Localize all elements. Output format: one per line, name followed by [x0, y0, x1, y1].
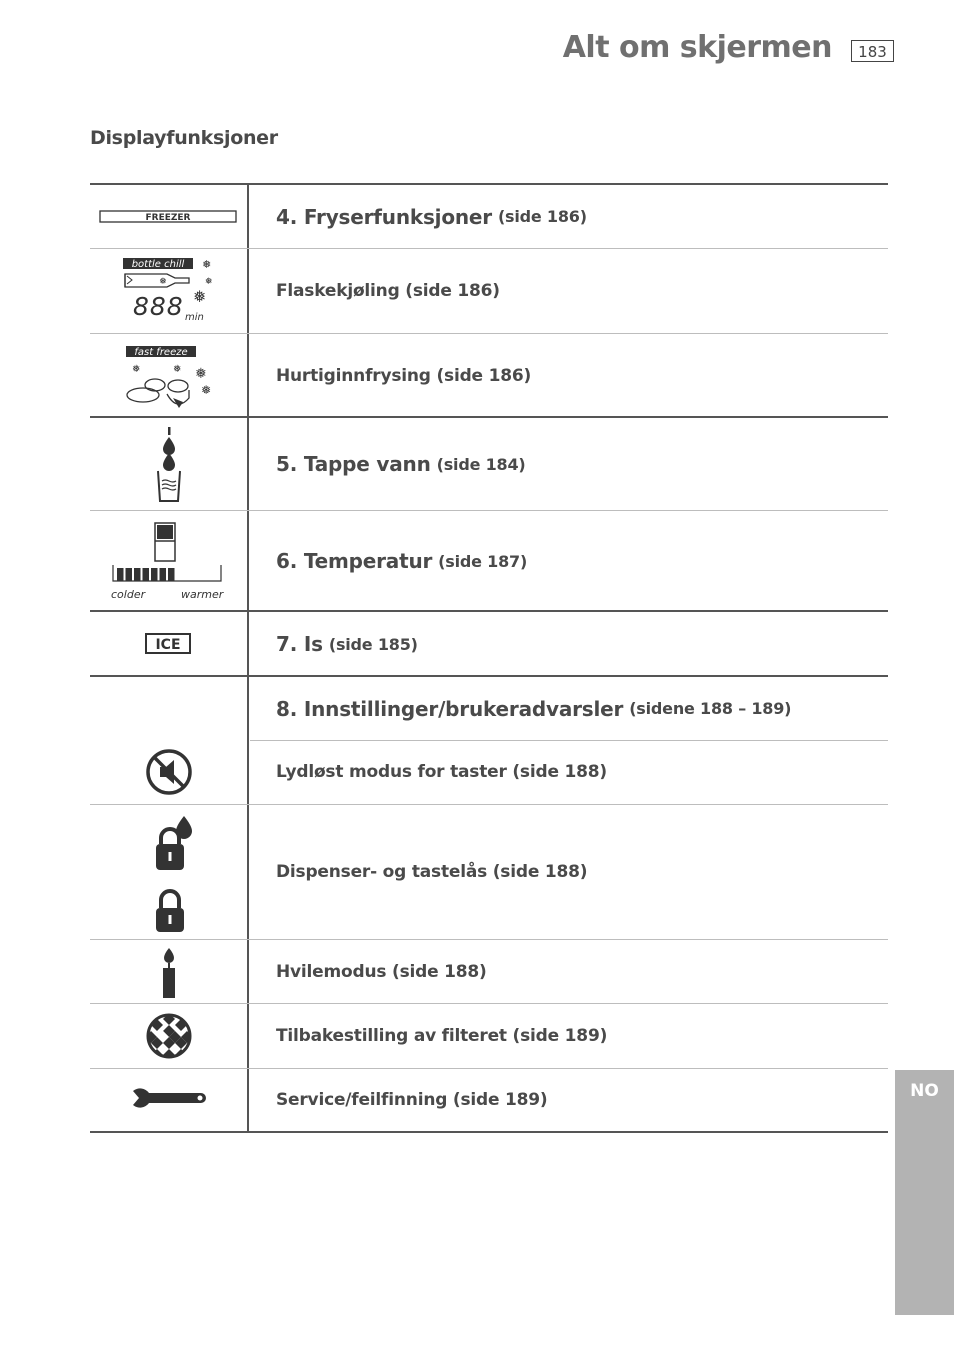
- language-tab: [895, 1070, 954, 1315]
- candle-icon: [154, 944, 184, 1000]
- row-label: [276, 612, 418, 676]
- icon-cell: [90, 612, 249, 676]
- table-row: [90, 1003, 888, 1068]
- table-row: [90, 248, 888, 333]
- table-row: [90, 510, 888, 611]
- svg-text:❅: ❅: [204, 277, 213, 287]
- page-number: 183: [851, 40, 894, 62]
- wrench-icon: [129, 1085, 209, 1115]
- row-label: Hvilemodus (side 188): [276, 961, 487, 982]
- svg-text:❅: ❅: [200, 382, 211, 397]
- table-row: [90, 416, 888, 510]
- icon-cell: [90, 740, 249, 804]
- row-heading: 6. Temperatur: [276, 549, 433, 573]
- page-header-title: Alt om skjermen: [562, 30, 832, 65]
- water-dispense-icon: [149, 421, 189, 507]
- svg-text:❅: ❅: [172, 363, 181, 375]
- icon-cell: [90, 677, 249, 740]
- row-label: Hurtiginnfrysing (side 186): [276, 365, 532, 386]
- icon-cell: [90, 185, 249, 248]
- row-label: [276, 511, 527, 611]
- row-label: Flaskekjøling (side 186): [276, 281, 500, 301]
- fast-freeze-label: fast freeze: [133, 346, 188, 358]
- section-title: Displayfunksjoner: [90, 127, 278, 149]
- table-row: [90, 610, 888, 676]
- icon-cell: [90, 418, 249, 510]
- mute-icon: [144, 747, 194, 797]
- row-heading: 7. Is: [276, 632, 323, 656]
- table-row: [90, 183, 888, 248]
- freezer-label: FREEZER: [145, 212, 190, 223]
- icon-cell: [90, 334, 249, 417]
- row-label: [276, 418, 526, 510]
- bottle-chill-label: bottle chill: [131, 259, 184, 270]
- icon-cell: [90, 1069, 249, 1131]
- table-row: [90, 675, 888, 740]
- icon-cell: [90, 249, 249, 333]
- row-label: Tilbakestilling av filteret (side 189): [276, 1026, 608, 1046]
- table-bottom-rule: [90, 1131, 888, 1133]
- lock-icon: [139, 810, 199, 934]
- table-row: [90, 1068, 888, 1131]
- row-ref: (side 184): [436, 454, 526, 474]
- bottle-digits: 888: [132, 292, 184, 321]
- table-row: [90, 740, 888, 804]
- svg-text:❅: ❅: [131, 363, 140, 375]
- row-heading: 5. Tappe vann: [276, 452, 431, 476]
- filter-icon: [144, 1011, 194, 1061]
- svg-text:❅: ❅: [194, 365, 207, 382]
- freezer-icon: [99, 208, 239, 226]
- icon-cell: [90, 511, 249, 611]
- row-ref: (side 185): [328, 634, 418, 654]
- table-row: [90, 804, 888, 939]
- row-label: Lydløst modus for taster (side 188): [276, 762, 607, 782]
- ice-label: ICE: [154, 637, 181, 653]
- icon-cell: [90, 805, 249, 939]
- svg-text:❅: ❅: [158, 277, 167, 287]
- svg-text:❅: ❅: [201, 258, 211, 271]
- row-ref: (sidene 188 – 189): [629, 699, 792, 718]
- table-row: [90, 333, 888, 417]
- temperature-icon: [109, 518, 229, 604]
- row-heading: 4. Fryserfunksjoner: [276, 204, 492, 229]
- row-ref: (side 186): [497, 207, 587, 226]
- row-label: Service/feilfinning (side 189): [276, 1090, 548, 1110]
- ice-icon: [144, 631, 194, 657]
- icon-cell: [90, 940, 249, 1003]
- icon-cell: [90, 1004, 249, 1068]
- table-row: [90, 939, 888, 1003]
- row-label: [276, 677, 791, 740]
- bottle-chill-icon: [119, 256, 219, 326]
- row-heading: 8. Innstillinger/brukeradvarsler: [276, 696, 624, 721]
- row-ref: (side 187): [438, 551, 528, 571]
- temp-colder-label: colder: [110, 588, 145, 601]
- language-tab-label: NO: [910, 1081, 939, 1101]
- svg-text:❅: ❅: [192, 287, 206, 306]
- temp-warmer-label: warmer: [180, 588, 223, 601]
- row-label: [276, 185, 587, 248]
- fast-freeze-icon: [119, 338, 219, 414]
- bottle-unit: min: [184, 312, 204, 323]
- row-label: Dispenser- og tastelås (side 188): [276, 862, 588, 882]
